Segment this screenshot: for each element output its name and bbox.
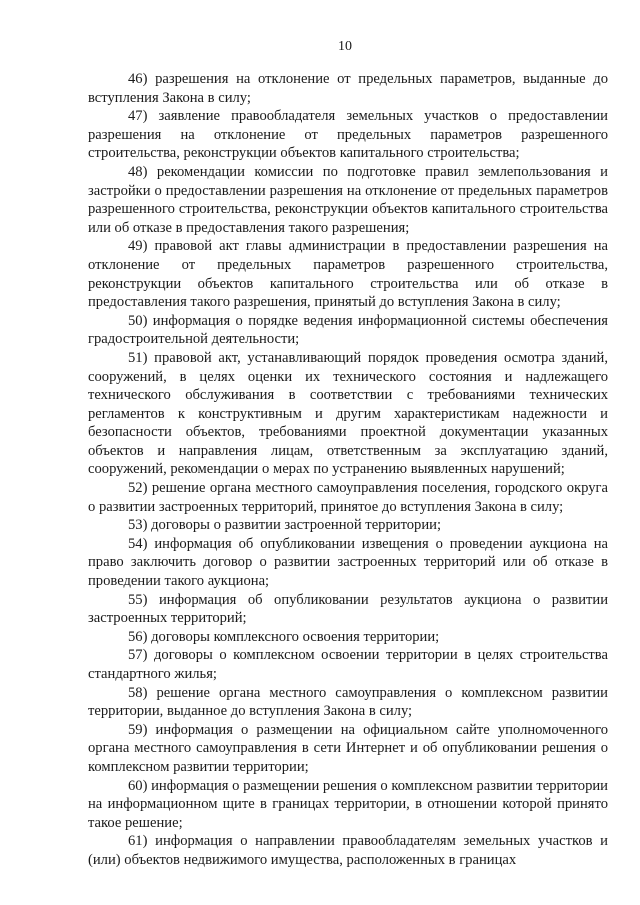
list-item: 52) решение органа местного самоуправления поселения, городского округа о развитии застроенных территорий, принятое до вступления Закона в силу; bbox=[88, 480, 608, 515]
list-item: 50) информация о порядке ведения информационной системы обеспечения градостроительной деятельности; bbox=[88, 312, 608, 348]
list-item: 51) правовой акт, устанавливающий порядок проведения осмотра зданий, сооружений, в целях оценки их технического состояния и надлежащего технического обслуживания в соответствии с требованиями технических регламентов к конструктивным и другим характеристикам надежности и безопасности объектов, требованиями проектной документации указанных объектов и направления лицам, ответственным за эксплуатацию зданий, сооружений, рекомендации о мерах по устранению выявленных нарушений; bbox=[88, 349, 608, 478]
list-item: 46) разрешения на отклонение от предельных параметров, выданные до вступления Закона в силу; bbox=[88, 71, 608, 106]
list-item: 55) информация об опубликовании результатов аукциона о развитии застроенных территорий; bbox=[88, 591, 608, 627]
list-item: 53) договоры о развитии застроенной территории; bbox=[128, 517, 442, 534]
document-body bbox=[88, 70, 608, 870]
list-item: 47) заявление правообладателя земельных участков о предоставлении разрешения на отклонение от предельных параметров разрешенного строительства, реконструкции объектов капитального строительства; bbox=[88, 108, 608, 162]
page-number: 10 bbox=[338, 39, 352, 54]
list-item: 58) решение органа местного самоуправления о комплексном развитии территории, выданное до вступления Закона в силу; bbox=[88, 684, 608, 720]
list-item: 60) информация о размещении решения о комплексном развитии территории на информационном щите в границах территории, в отношении которой принято такое решение; bbox=[88, 777, 608, 831]
list-item: 56) договоры комплексного освоения территории; bbox=[128, 628, 440, 645]
list-item: 54) информация об опубликовании извещения о проведении аукциона на право заключить договор о развитии застроенных территорий или об отказе в проведении такого аукциона; bbox=[88, 535, 608, 590]
list-item: 48) рекомендации комиссии по подготовке правил землепользования и застройки о предоставлении разрешения на отклонение от предельных параметров разрешенного строительства, реконструкции объектов капитального строительства или об отказе в предоставления такого разрешения; bbox=[88, 163, 608, 236]
list-item: 61) информация о направлении правообладателям земельных участков и (или) объектов недвижимого имущества, расположенных в границах bbox=[88, 833, 608, 868]
list-item: 59) информация о размещении на официальном сайте уполномоченного органа местного самоуправления в сети Интернет и об опубликовании решения о комплексном развитии территории; bbox=[88, 721, 608, 775]
list-item: 49) правовой акт главы администрации в предоставлении разрешения на отклонение от предельных параметров разрешенного строительства, реконструкции объектов капитального строительства или об отказе в предоставления такого разрешения, принятый до вступления Закона в силу; bbox=[88, 238, 608, 311]
list-item: 57) договоры о комплексном освоении территории в целях строительства стандартного жилья; bbox=[88, 647, 608, 682]
